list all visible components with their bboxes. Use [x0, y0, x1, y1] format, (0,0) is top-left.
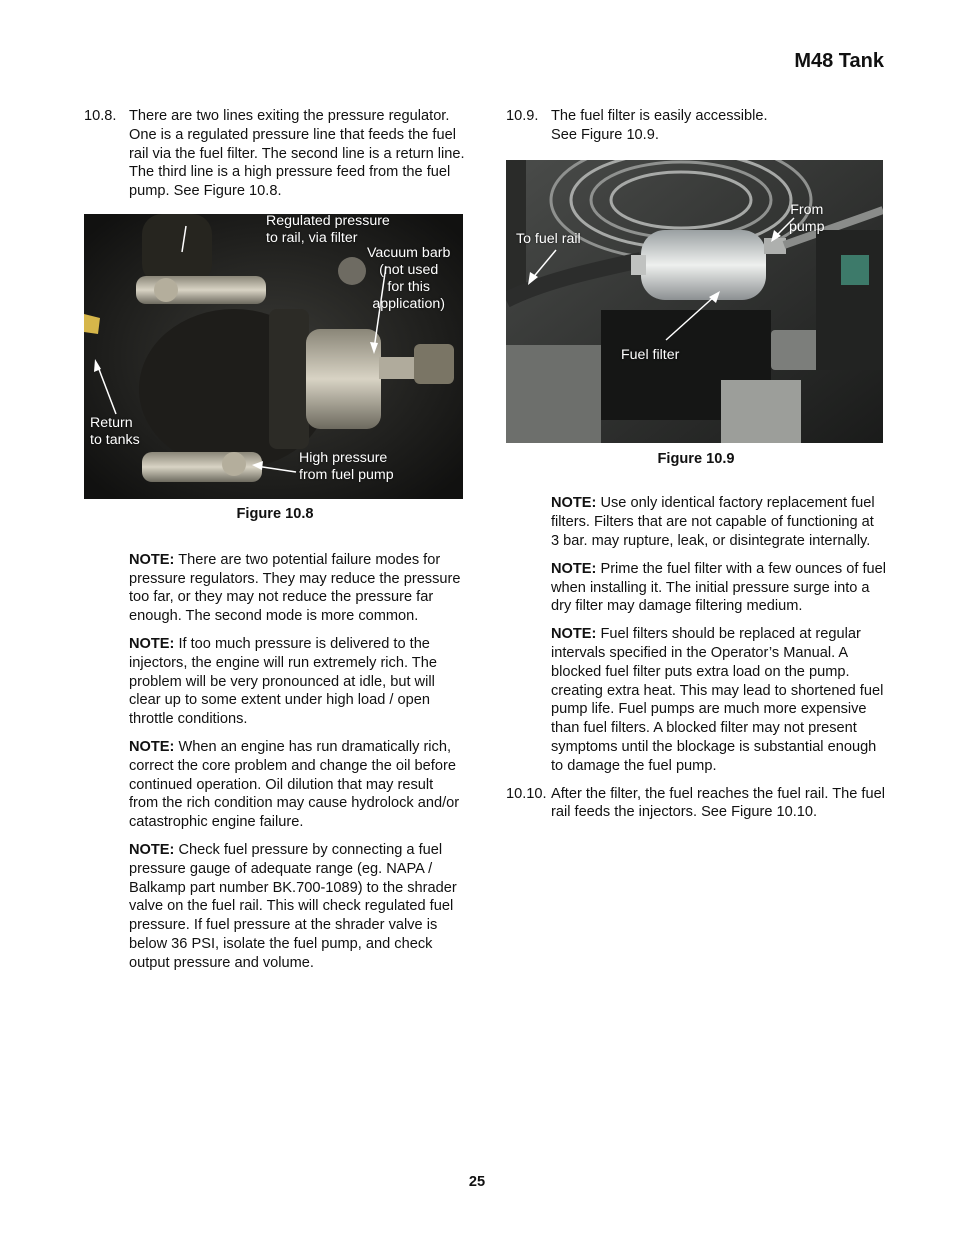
label-regulated: Regulated pressure to rail, via filter: [266, 213, 390, 246]
left-column: [84, 107, 466, 973]
step-number: 10.10.: [506, 785, 547, 802]
label-vacuum: Vacuum barb (not used for this application): [367, 244, 451, 312]
note-2: NOTE: If too much pressure is delivered to the injectors, the engine will run extremely rich. The problem will be very pronounced at idle, but will clear up to some extent under high load / open throttle conditions.: [129, 635, 437, 728]
note-4: NOTE: Check fuel pressure by connecting a fuel pressure gauge of adequate range (eg. NAPA / Balkamp part number BK.700-1089) to the shrader valve on the fuel rail. This will check regulated fuel pressure. If fuel pressure at the shrader valve is below 36 PSI, isolate the fuel pump, and check output pressure and volume.: [129, 841, 457, 971]
step-10-10: [506, 785, 886, 823]
step-text: There are two lines exiting the pressure regulator. One is a regulated pressure line that feeds the fuel rail via the fuel filter. The second line is a return line. The third line is a high pressure feed from the fuel pump. See Figure 10.8.: [129, 108, 465, 200]
step-10-9: [506, 107, 886, 145]
step-10-8: [84, 107, 466, 201]
step-text: The fuel filter is easily accessible. See Figure 10.9.: [551, 108, 768, 143]
label-fuel-filter: Fuel filter: [621, 346, 680, 363]
figure-10-8-caption: Figure 10.8: [236, 505, 314, 522]
label-to-fuel-rail: To fuel rail: [516, 230, 581, 247]
note-1: NOTE: There are two potential failure modes for pressure regulators. They may reduce the pressure too far, or they may not reduce the pressure far enough. The second mode is more common.: [129, 551, 461, 625]
note-3: NOTE: When an engine has run dramatically rich, correct the core problem and change the oil before continued operation. Oil dilution that may result from the rich condition may cause hydrolock and/or catastrophic engine failure.: [129, 738, 460, 831]
figure-10-8: [84, 214, 463, 499]
label-return: Return to tanks: [90, 414, 140, 448]
note-6: NOTE: Prime the fuel filter with a few ounces of fuel when installing it. The initial pressure surge into a dry filter may damage filtering medium.: [551, 560, 886, 615]
page-number: 25: [468, 1174, 486, 1190]
step-number: 10.8.: [84, 108, 117, 124]
figure-10-9-photo: [506, 160, 883, 443]
right-column: [506, 107, 886, 822]
label-high-pressure: High pressure from fuel pump: [299, 449, 394, 483]
note-5: NOTE: Use only identical factory replacement fuel filters. Filters that are not capable of functioning at 3 bar. may rupture, leak, or disintegrate internally.: [551, 495, 875, 549]
step-number: 10.9.: [506, 108, 539, 124]
note-7: NOTE: Fuel filters should be replaced at regular intervals specified in the Operator’s Manual. A blocked fuel filter puts extra load on the pump. creating extra heat. This may lead to shortened fuel pump life. Fuel pumps are much more expensive than fuel filters. A blocked filter may not present symptoms until the blockage is substantial enough to damage the fuel pump.: [551, 626, 884, 774]
figure-10-9-caption: Figure 10.9: [657, 450, 735, 467]
figure-10-9: [506, 160, 883, 443]
page-title: M48 Tank: [794, 50, 884, 72]
step-text: After the filter, the fuel reaches the fuel rail. The fuel rail feeds the injectors. See Figure 10.10.: [551, 785, 885, 821]
label-from-pump: From pump: [789, 201, 825, 235]
